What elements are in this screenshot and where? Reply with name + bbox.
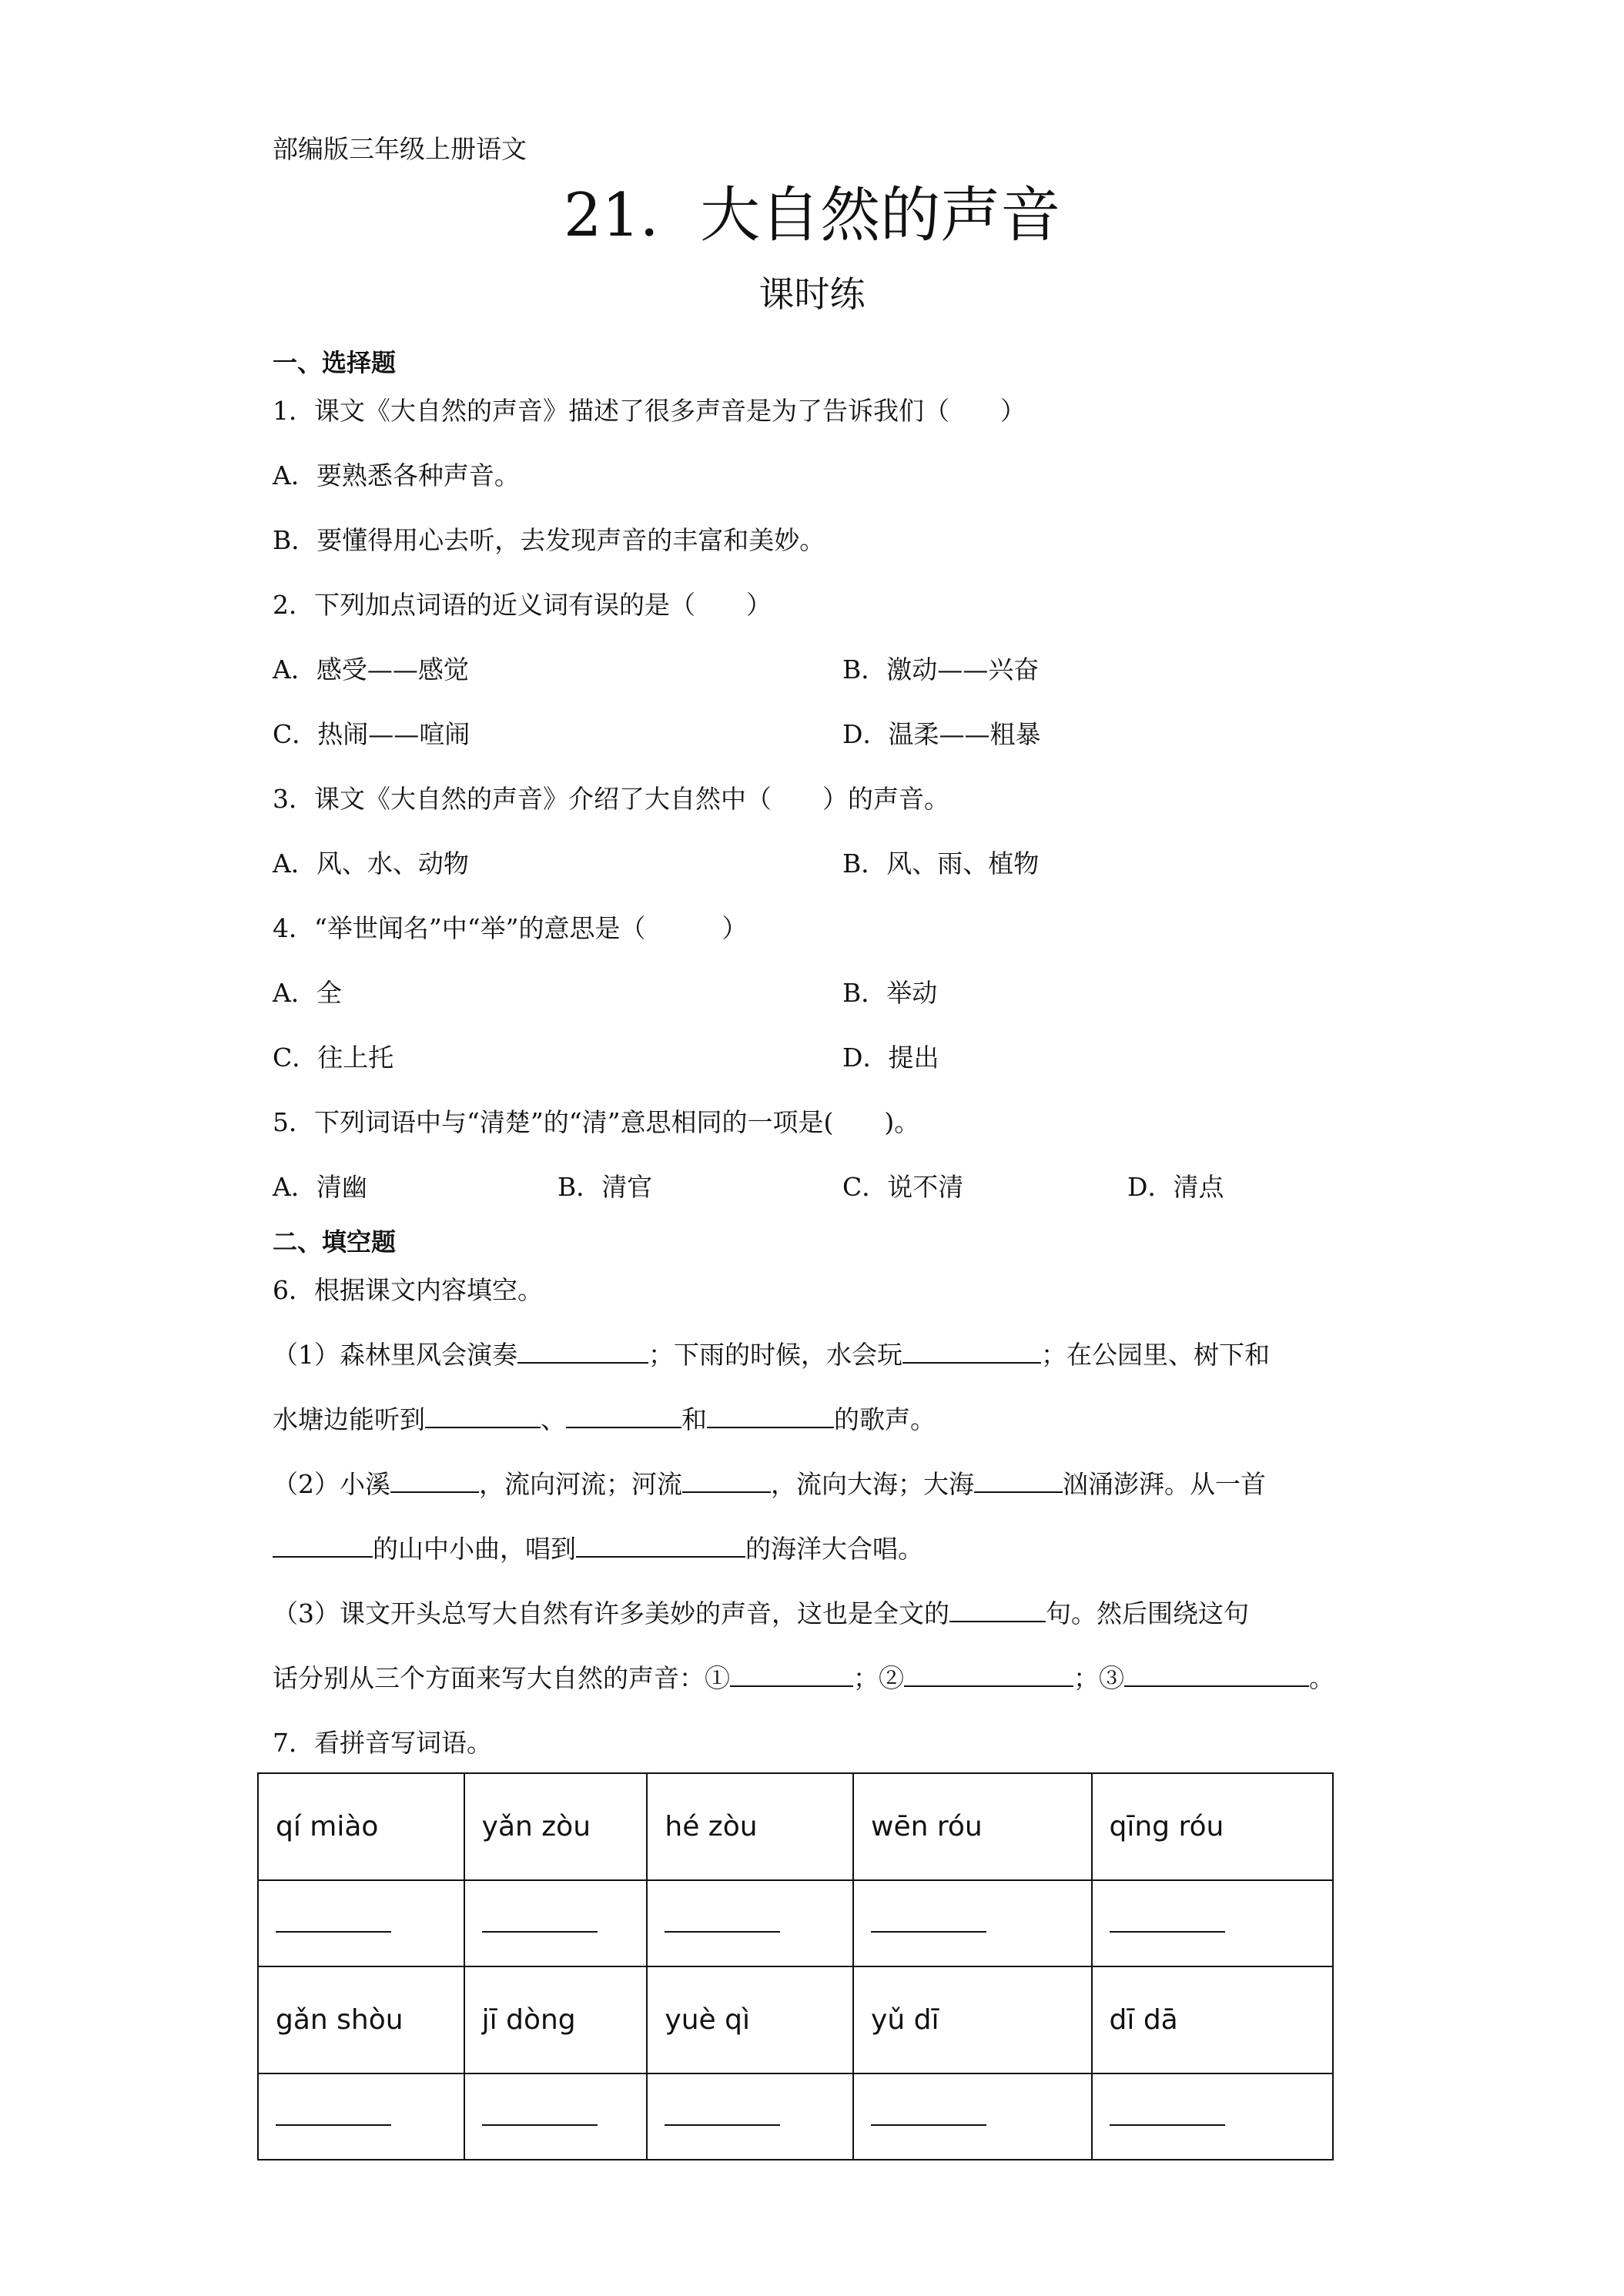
answer-cell[interactable]: [647, 1880, 853, 1966]
answer-cell[interactable]: [258, 1880, 464, 1966]
answer-line: [1110, 2118, 1225, 2126]
q4-option-b[interactable]: B．举动: [842, 978, 938, 1008]
pinyin-cell: qīng róu: [1092, 1773, 1333, 1880]
pinyin-cell: wēn róu: [853, 1773, 1091, 1880]
answer-line: [276, 1925, 391, 1933]
q6-blank-13[interactable]: [904, 1662, 1073, 1687]
q4-option-d[interactable]: D．提出: [842, 1043, 939, 1073]
q2-option-d[interactable]: D．温柔——粗暴: [842, 719, 1041, 749]
answer-cell[interactable]: [647, 2073, 853, 2160]
q7-stem: 7．看拼音写词语。: [273, 1728, 492, 1758]
answer-line: [665, 2118, 780, 2126]
answer-line: [665, 1925, 780, 1933]
q2-stem: 2．下列加点词语的近义词有误的是（ ）: [273, 590, 772, 620]
q6-part3-line2: 话分别从三个方面来写大自然的声音：① ；② ；③ 。: [273, 1663, 1334, 1693]
pinyin-cell: yǎn zòu: [464, 1773, 648, 1880]
q6-blank-5[interactable]: [707, 1404, 834, 1428]
q1-option-b[interactable]: B．要懂得用心去听，去发现声音的丰富和美妙。: [273, 525, 825, 555]
q5-stem: 5．下列词语中与“清楚”的“清”意思相同的一项是( )。: [273, 1107, 920, 1137]
answer-cell[interactable]: [853, 1880, 1091, 1966]
section-fill-heading: 二、填空题: [273, 1227, 397, 1257]
answer-line: [482, 1925, 598, 1933]
q5-option-b[interactable]: B．清官: [558, 1172, 653, 1202]
q4-option-c[interactable]: C．往上托: [273, 1043, 394, 1073]
q3-stem: 3．课文《大自然的声音》介绍了大自然中（ ）的声音。: [273, 784, 949, 814]
q3-option-b[interactable]: B．风、雨、植物: [842, 848, 1040, 879]
q6-part1-line2: 水塘边能听到 、 和 的歌声。: [273, 1404, 936, 1434]
answer-line: [871, 2118, 986, 2126]
pinyin-cell: jī dòng: [464, 1966, 648, 2073]
q2-option-c[interactable]: C．热闹——喧闹: [273, 719, 470, 749]
q6-blank-1[interactable]: [517, 1339, 648, 1364]
pinyin-cell: yuè qì: [647, 1966, 853, 2073]
pinyin-cell: gǎn shòu: [258, 1966, 464, 2073]
q4-option-a[interactable]: A．全: [273, 978, 342, 1008]
q6-blank-3[interactable]: [425, 1404, 541, 1428]
q6-blank-7[interactable]: [682, 1468, 771, 1493]
answer-cell[interactable]: [1092, 2073, 1333, 2160]
q6-part2-line2: 的山中小曲，唱到 的海洋大合唱。: [273, 1532, 923, 1566]
answer-cell[interactable]: [464, 2073, 648, 2160]
q5-option-c[interactable]: C．说不清: [842, 1172, 964, 1202]
q6-blank-6[interactable]: [390, 1468, 479, 1493]
pinyin-table: [257, 1772, 1334, 2160]
answer-cell[interactable]: [853, 2073, 1091, 2160]
q6-part1-line1: （1）森林里风会演奏 ；下雨的时候，水会玩 ；在公园里、树下和: [273, 1340, 1270, 1370]
q6-blank-10[interactable]: [576, 1533, 745, 1558]
q5-option-d[interactable]: D．清点: [1127, 1172, 1224, 1202]
q3-option-a[interactable]: A．风、水、动物: [273, 848, 469, 879]
q6-stem: 6．根据课文内容填空。: [273, 1275, 543, 1305]
q1-stem: 1．课文《大自然的声音》描述了很多声音是为了告诉我们（ ）: [273, 396, 1026, 426]
pinyin-cell: qí miào: [258, 1773, 464, 1880]
q5-option-a[interactable]: A．清幽: [273, 1172, 367, 1202]
q6-blank-4[interactable]: [566, 1404, 681, 1428]
q6-blank-14[interactable]: [1124, 1662, 1309, 1687]
q6-part3-line1: （3）课文开头总写大自然有许多美妙的声音，这也是全文的 句。然后围绕这句: [273, 1598, 1249, 1628]
pinyin-cell: hé zòu: [647, 1773, 853, 1880]
pinyin-cell: dī dā: [1092, 1966, 1333, 2073]
answer-line: [871, 1925, 986, 1933]
page-title: 21．大自然的声音: [563, 181, 1061, 250]
q6-blank-2[interactable]: [902, 1339, 1041, 1364]
answer-cell[interactable]: [464, 1880, 648, 1966]
q4-stem: 4．“举世闻名”中“举”的意思是（ ）: [273, 913, 748, 943]
pinyin-cell: yǔ dī: [853, 1966, 1091, 2073]
q6-blank-9[interactable]: [273, 1533, 373, 1558]
q1-option-a[interactable]: A．要熟悉各种声音。: [273, 460, 520, 490]
answer-line: [482, 2118, 598, 2126]
answer-line: [276, 2118, 391, 2126]
header-label: 部编版三年级上册语文: [273, 134, 527, 164]
answer-cell[interactable]: [1092, 1880, 1333, 1966]
answer-line: [1110, 1925, 1225, 1933]
q6-blank-8[interactable]: [974, 1468, 1063, 1493]
section-choice-heading: 一、选择题: [273, 348, 397, 377]
q6-blank-11[interactable]: [949, 1598, 1046, 1622]
page-subtitle: 课时练: [758, 273, 866, 315]
q2-option-b[interactable]: B．激动——兴奋: [842, 654, 1040, 684]
q2-option-a[interactable]: A．感受——感觉: [273, 654, 469, 684]
q6-blank-12[interactable]: [730, 1662, 853, 1687]
answer-cell[interactable]: [258, 2073, 464, 2160]
q6-part2-line1: （2）小溪 ，流向河流；河流 ，流向大海；大海 汹涌澎湃。从一首: [273, 1469, 1266, 1499]
